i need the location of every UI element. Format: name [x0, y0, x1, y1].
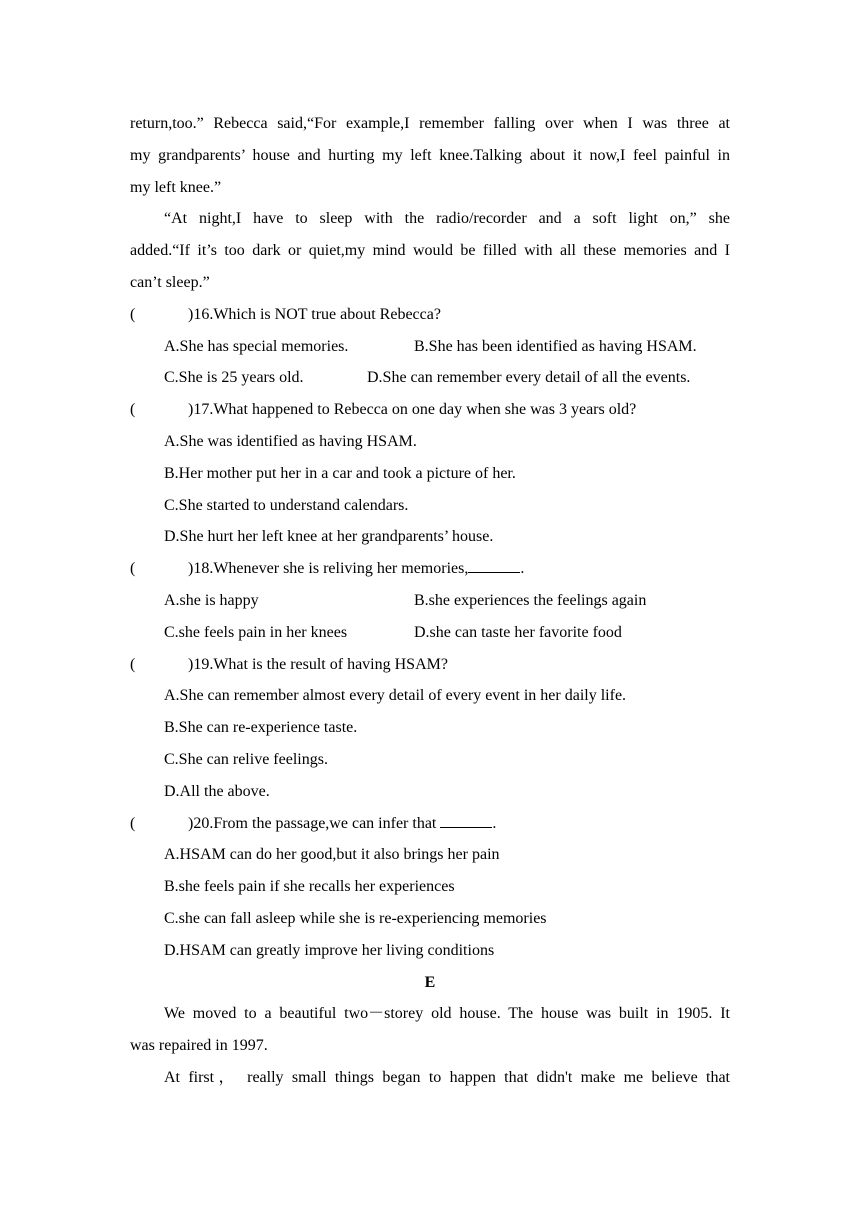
question-17 — [130, 394, 730, 553]
option-d: D.She hurt her left knee at her grandparents’ house. — [164, 528, 494, 546]
passage-d-line-5: added.“If it’s too dark or quiet,my mind would be filled with all these memories and I — [130, 242, 730, 260]
option-c: C.She started to understand calendars. — [164, 496, 409, 514]
passage-d-line-3: my left knee.” — [130, 178, 222, 196]
question-stem-text: )20.From the passage,we can infer that — [188, 814, 441, 832]
passage-e-line-3: At first， really small things began to happen that didn't make me believe that — [164, 1068, 730, 1086]
passage-d-line-2: my grandparents’ house and hurting my left knee.Talking about it now,I feel painful in — [130, 146, 730, 164]
passage-d-line-6: can’t sleep.” — [130, 273, 210, 291]
question-18-stem — [130, 553, 730, 585]
question-18 — [130, 553, 730, 648]
passage-e-title: E — [424, 973, 436, 991]
answer-paren: ( — [130, 401, 136, 419]
document-page — [130, 108, 730, 1094]
answer-paren: ( — [130, 814, 136, 832]
answer-blank — [440, 809, 492, 828]
option-a: A.She can remember almost every detail of every event in her daily life. — [164, 687, 627, 705]
option-a: A.HSAM can do her good,but it also brings her pain — [164, 846, 500, 864]
question-19-stem — [130, 649, 730, 681]
answer-blank — [468, 554, 520, 573]
option-c: C.She is 25 years old. — [164, 369, 304, 387]
question-stem-end: . — [492, 814, 497, 832]
question-18-options-row-1 — [130, 585, 730, 617]
option-a: A.she is happy — [164, 591, 259, 609]
passage-e-line-1: We moved to a beautiful two－storey old house. The house was built in 1905. It — [164, 1005, 730, 1023]
question-20 — [130, 808, 730, 967]
question-18-options-row-2 — [130, 617, 730, 649]
answer-paren: ( — [130, 655, 136, 673]
question-stem-end: . — [520, 560, 525, 578]
option-d: D.HSAM can greatly improve her living conditions — [164, 941, 495, 959]
passage-d-line-1: return,too.” Rebecca said,“For example,I remember falling over when I was three at — [130, 115, 730, 132]
option-d: D.She can remember every detail of all the events. — [367, 369, 691, 387]
option-c: C.she can fall asleep while she is re-experiencing memories — [164, 909, 547, 927]
question-stem-text: )19.What is the result of having HSAM? — [188, 655, 448, 673]
option-b: B.she experiences the feelings again — [414, 591, 647, 609]
option-a: A.She has special memories. — [164, 337, 349, 355]
passage-e-line-2: was repaired in 1997. — [130, 1037, 268, 1055]
answer-paren: ( — [130, 305, 136, 323]
option-c: C.she feels pain in her knees — [164, 623, 348, 641]
question-16 — [130, 299, 730, 394]
option-b: B.She has been identified as having HSAM. — [414, 337, 697, 355]
question-stem-text: )16.Which is NOT true about Rebecca? — [188, 305, 441, 323]
question-17-stem — [130, 394, 730, 426]
option-d: D.she can taste her favorite food — [414, 623, 622, 641]
option-b: B.she feels pain if she recalls her experiences — [164, 878, 455, 896]
question-19 — [130, 649, 730, 808]
question-16-options-row-2 — [130, 362, 730, 394]
passage-d-line-4: “At night,I have to sleep with the radio/recorder and a soft light on,” she — [164, 210, 730, 228]
option-c: C.She can relive feelings. — [164, 750, 328, 768]
option-b: B.She can re-experience taste. — [164, 719, 358, 737]
option-b: B.Her mother put her in a car and took a picture of her. — [164, 464, 516, 482]
question-16-stem — [130, 299, 730, 331]
answer-paren: ( — [130, 560, 136, 578]
option-a: A.She was identified as having HSAM. — [164, 432, 417, 450]
question-stem-text: )17.What happened to Rebecca on one day when she was 3 years old? — [188, 401, 637, 419]
option-d: D.All the above. — [164, 782, 270, 800]
question-16-options-row-1 — [130, 331, 730, 363]
question-20-stem — [130, 808, 730, 840]
question-stem-text: )18.Whenever she is reliving her memories, — [188, 560, 469, 578]
